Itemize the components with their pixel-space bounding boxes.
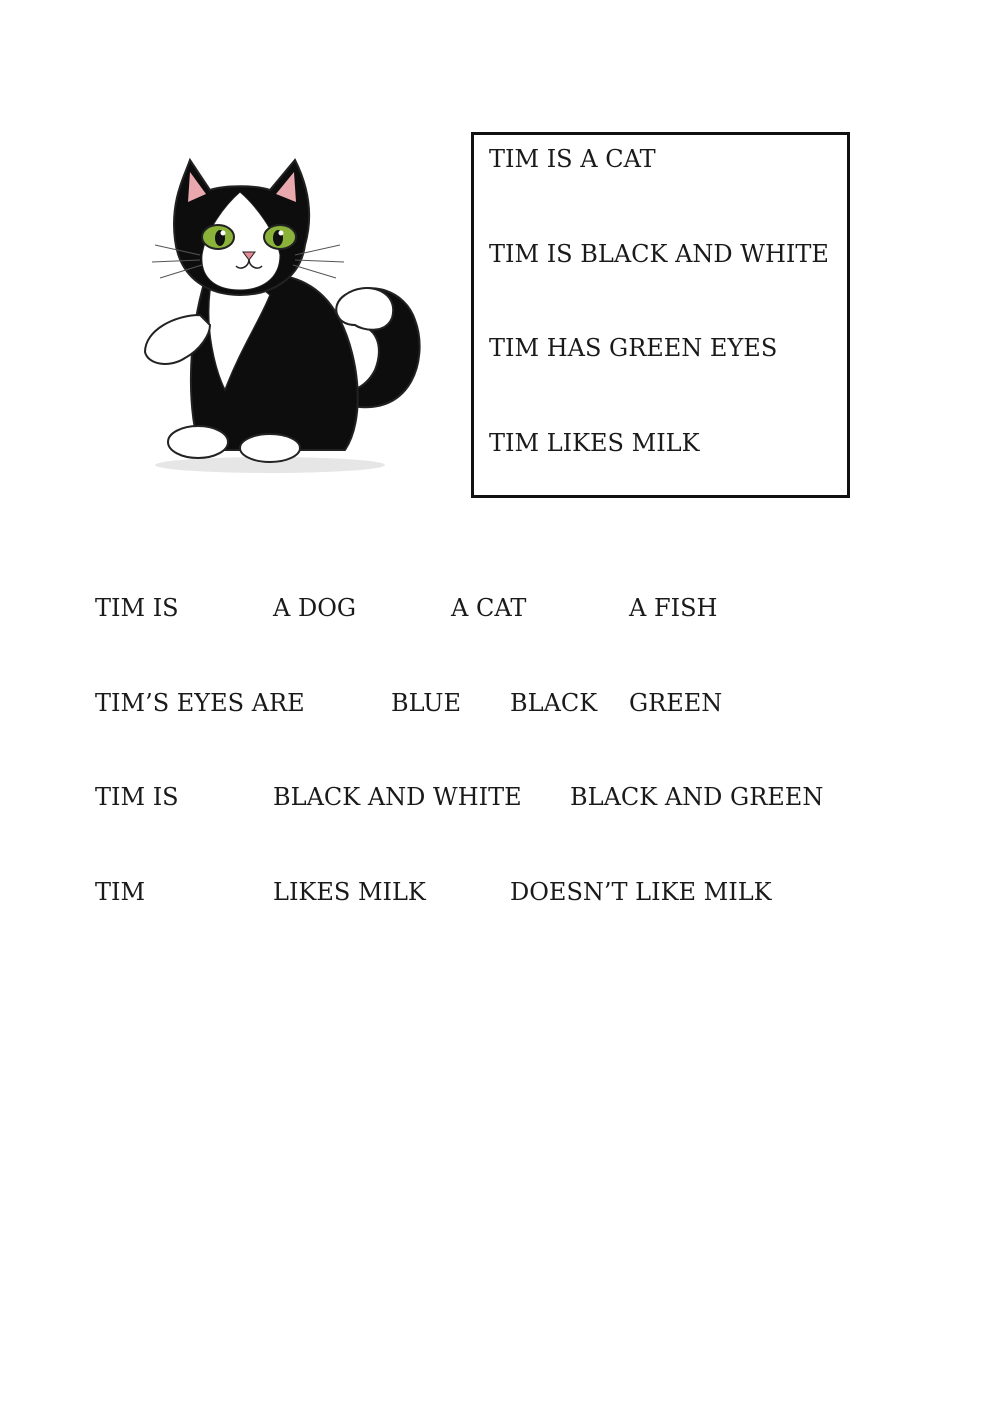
- quiz-option[interactable]: BLUE: [391, 689, 462, 717]
- cat-tail-tip: [336, 288, 393, 330]
- quiz-prompt: TIM IS: [95, 594, 179, 622]
- quiz-option[interactable]: BLACK AND WHITE: [273, 783, 522, 811]
- quiz-option[interactable]: A FISH: [629, 594, 718, 622]
- info-line: TIM LIKES MILK: [489, 429, 700, 457]
- quiz-option[interactable]: BLACK: [510, 689, 598, 717]
- quiz-prompt: TIM IS: [95, 783, 179, 811]
- quiz-option[interactable]: DOESN’T LIKE MILK: [510, 878, 772, 906]
- info-line: TIM HAS GREEN EYES: [489, 334, 778, 362]
- quiz-row: [0, 594, 1000, 624]
- info-line: TIM IS BLACK AND WHITE: [489, 240, 829, 268]
- quiz-row: [0, 689, 1000, 719]
- quiz-option[interactable]: A DOG: [273, 594, 357, 622]
- quiz-option[interactable]: LIKES MILK: [273, 878, 426, 906]
- quiz-option[interactable]: A CAT: [451, 594, 527, 622]
- info-box: [471, 132, 850, 498]
- cat-front-paw-right: [240, 434, 300, 462]
- info-line: TIM IS A CAT: [489, 145, 656, 173]
- quiz-row: [0, 783, 1000, 813]
- quiz-prompt: TIM’S EYES ARE: [95, 689, 305, 717]
- quiz-option[interactable]: GREEN: [629, 689, 723, 717]
- quiz-option[interactable]: BLACK AND GREEN: [570, 783, 824, 811]
- cat-illustration: [130, 130, 440, 480]
- quiz-row: [0, 878, 1000, 908]
- quiz-prompt: TIM: [95, 878, 146, 906]
- cat-front-paw-left: [168, 426, 228, 458]
